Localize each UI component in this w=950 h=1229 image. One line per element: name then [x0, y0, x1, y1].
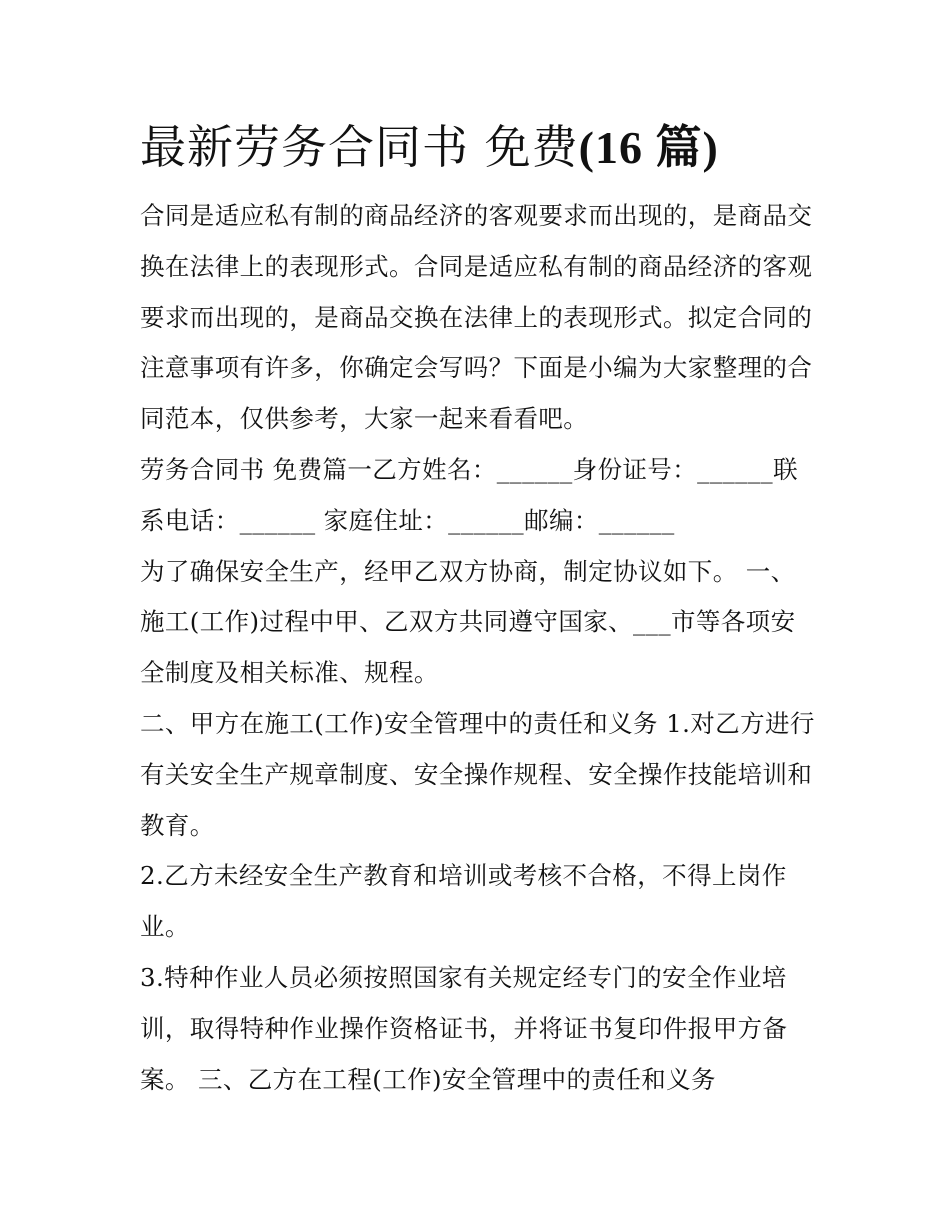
text-line: 有关安全生产规章制度、安全操作规程、安全操作技能培训和 [140, 759, 813, 789]
text-line: 为了确保安全生产，经甲乙双方协商，制定协议如下。 一、 [140, 556, 796, 586]
text-line: 2.乙方未经安全生产教育和培训或考核不合格，不得上岗作 [140, 861, 787, 891]
text-line: 训，取得特种作业操作资格证书，并将证书复印件报甲方备 [140, 1013, 788, 1043]
text-line: 劳务合同书 免费篇一乙方姓名：______身份证号：______联 [140, 454, 798, 484]
text-line: 注意事项有许多，你确定会写吗？下面是小编为大家整理的合 [140, 353, 813, 383]
text-line: 教育。 [140, 810, 215, 840]
text-line: 全制度及相关标准、规程。 [140, 658, 439, 688]
text-line: 要求而出现的，是商品交换在法律上的表现形式。拟定合同的 [140, 302, 813, 332]
document-page [140, 112, 830, 1105]
text-line: 业。 [140, 912, 190, 942]
text-line: 系电话：______ 家庭住址：______邮编：______ [140, 505, 675, 535]
document-body [140, 191, 830, 1105]
intro-paragraph [140, 191, 830, 445]
text-line: 施工(工作)过程中甲、乙双方共同遵守国家、___市等各项安 [140, 607, 796, 637]
text-line: 案。 三、乙方在工程(工作)安全管理中的责任和义务 [140, 1064, 716, 1094]
clause-two-item-2-paragraph [140, 851, 830, 953]
document-title-text: 最新劳务合同书 免费 [140, 120, 579, 174]
document-title [140, 112, 830, 183]
text-line: 二、甲方在施工(工作)安全管理中的责任和义务 1.对乙方进行 [140, 708, 815, 738]
text-line: 换在法律上的表现形式。合同是适应私有制的商品经济的客观 [140, 251, 813, 281]
clause-one-paragraph [140, 547, 830, 699]
document-title-count: (16 篇) [578, 122, 719, 173]
text-line: 同范本，仅供参考，大家一起来看看吧。 [140, 404, 589, 434]
clause-two-item-3-paragraph [140, 953, 830, 1105]
clause-two-paragraph [140, 699, 830, 851]
text-line: 3.特种作业人员必须按照国家有关规定经专门的安全作业培 [140, 962, 787, 992]
party-info-paragraph [140, 445, 830, 547]
text-line: 合同是适应私有制的商品经济的客观要求而出现的，是商品交 [140, 201, 813, 230]
